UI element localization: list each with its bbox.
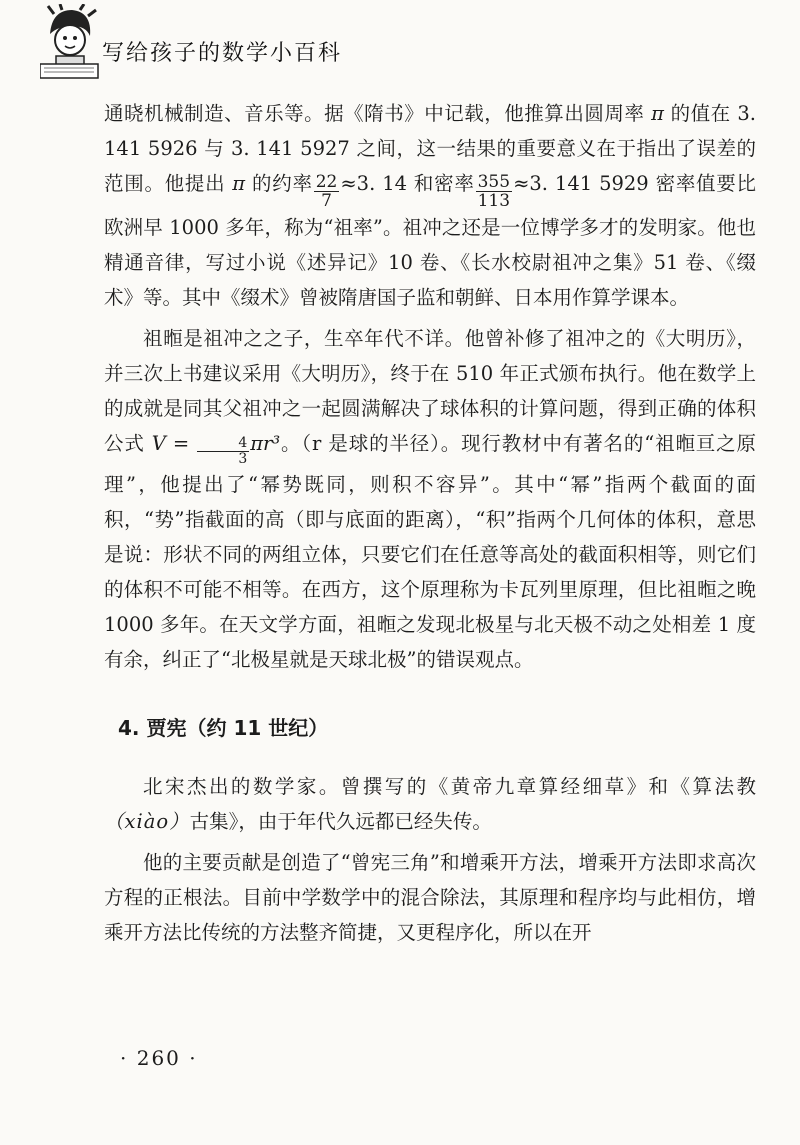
pi-symbol: π [651, 102, 664, 125]
paragraph-jia-xian-contribution: 他的主要贡献是创造了“曾宪三角”和增乘开方法，增乘开方法即求高次方程的正根法。目前中学数学中的混合除法，其原理和程序均与此相仿，增乘开方法比传统的方法整齐简捷，又更程序化，所以在开 [104, 851, 756, 944]
paragraph-zu-chongzhi: 通晓机械制造、音乐等。据《隋书》中记载，他推算出圆周率 π 的值在 3. 141 5926 与 3. 141 5927 之间，这一结果的重要意义在于指出了误差的范围。他提出 π 的约率 $\frac{22}{7}$ ≈3. 14 和密率 $\frac{355}{113}$ ≈3. 141 5929 密率值要比欧洲早 1000 多年，称为“祖率”。祖冲之还是一位博学多才的发明家。他也精通音律，写过小说《述异记》10 卷、《长水校尉祖冲之集》51 卷、《缀术》等。其中《缀术》曾被隋唐国子监和朝鲜、日本用作算学课本。 [104, 102, 757, 309]
fraction-4-3: $\frac{4}{3}$ [197, 436, 249, 467]
running-header [40, 4, 760, 82]
paragraph-jia-xian-intro: 北宋杰出的数学家。曾撰写的《黄帝九章算经细草》和《算法教（xiào）古集》，由于年代久远都已经失传。 [104, 775, 756, 833]
section-heading: 4. 贾宪（约 11 世纪） [118, 716, 329, 740]
paragraph-zu-geng: 祖暅是祖冲之之子，生卒年代不详。他曾补修了祖冲之的《大明历》，并三次上书建议采用《大明历》，终于在 510 年正式颁布执行。他在数学上的成就是同其父祖冲之一起圆满解决了球体积的计算问题，得到正确的体积公式 V = $\frac{4}{3}$ πr³。（r 是球的半径）。现行教材中有著名的“祖暅亘之原理”，他提出了“幂势既同，则积不容异”。其中“幂”指两个截面的面积，“势”指截面的高（即与底面的距离），“积”指两个几何体的体积，意思是说：形状不同的两组立体，只要它们在任意等高处的截面积相等，则它们的体积不可能不相等。在西方，这个原理称为卡瓦列里原理，但比祖暅之晚 1000 多年。在天文学方面，祖暅之发现北极星与北天极不动之处相差 1 度有余，纠正了“北极星就是天球北极”的错误观点。 [104, 327, 756, 671]
formula-pi-r-cubed: πr³ [250, 432, 281, 455]
pinyin-annotation: （xiào） [104, 810, 190, 833]
page-number: · 260 · [120, 1046, 198, 1070]
book-title: 写给孩子的数学小百科 [102, 41, 343, 66]
child-mascot-icon [40, 4, 100, 82]
fraction-22-7: $\frac{22}{7}$ [315, 172, 338, 211]
formula-volume-symbol: V [151, 432, 166, 455]
pi-symbol: π [232, 172, 246, 195]
page-body [104, 96, 756, 950]
fraction-355-113: $\frac{355}{113}$ [477, 172, 511, 211]
